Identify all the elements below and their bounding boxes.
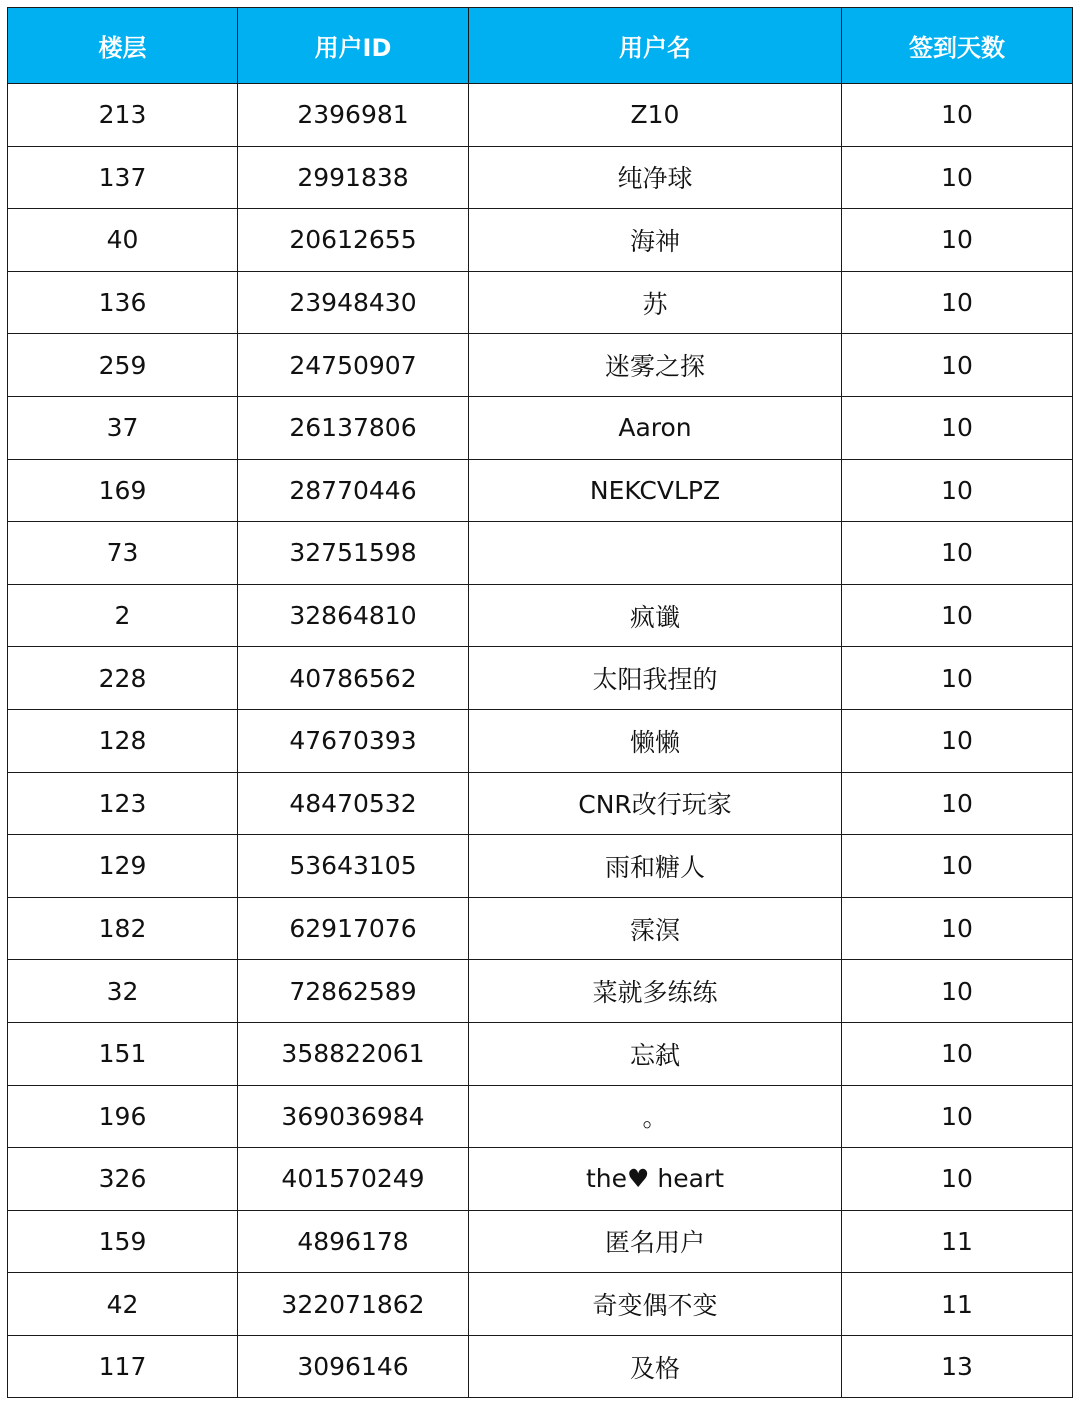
table-row — [8, 1273, 1073, 1336]
cell-username: 奇变偶不变 — [469, 1273, 842, 1336]
cell-floor: 213 — [8, 84, 238, 147]
cell-floor: 73 — [8, 522, 238, 585]
cell-username: CNR改行玩家 — [469, 772, 842, 835]
cell-user-id: 2396981 — [238, 84, 469, 147]
cell-sign-in-days: 10 — [842, 1085, 1073, 1148]
table-row — [8, 84, 1073, 147]
cell-user-id: 322071862 — [238, 1273, 469, 1336]
table-row — [8, 709, 1073, 772]
cell-floor: 32 — [8, 960, 238, 1023]
table-row — [8, 1148, 1073, 1211]
table-row — [8, 271, 1073, 334]
cell-user-id: 47670393 — [238, 709, 469, 772]
cell-sign-in-days: 10 — [842, 835, 1073, 898]
cell-username: 懒懒 — [469, 709, 842, 772]
cell-user-id: 23948430 — [238, 271, 469, 334]
table-row — [8, 459, 1073, 522]
cell-user-id: 28770446 — [238, 459, 469, 522]
cell-sign-in-days: 11 — [842, 1210, 1073, 1273]
cell-floor: 259 — [8, 334, 238, 397]
table-row — [8, 584, 1073, 647]
sign-in-table — [7, 7, 1073, 1398]
cell-username: 疯谶 — [469, 584, 842, 647]
cell-sign-in-days: 10 — [842, 647, 1073, 710]
cell-sign-in-days: 10 — [842, 396, 1073, 459]
cell-floor: 37 — [8, 396, 238, 459]
cell-user-id: 358822061 — [238, 1022, 469, 1085]
cell-floor: 196 — [8, 1085, 238, 1148]
cell-username: Z10 — [469, 84, 842, 147]
cell-user-id: 401570249 — [238, 1148, 469, 1211]
cell-username: 海神 — [469, 209, 842, 272]
cell-floor: 2 — [8, 584, 238, 647]
cell-user-id: 32751598 — [238, 522, 469, 585]
cell-username: Aaron — [469, 396, 842, 459]
cell-username: 。 — [469, 1085, 842, 1148]
cell-sign-in-days: 10 — [842, 334, 1073, 397]
table-header — [8, 8, 1073, 84]
cell-username: the♥ heart — [469, 1148, 842, 1211]
cell-sign-in-days: 10 — [842, 84, 1073, 147]
cell-floor: 42 — [8, 1273, 238, 1336]
cell-floor: 159 — [8, 1210, 238, 1273]
cell-floor: 128 — [8, 709, 238, 772]
cell-user-id: 26137806 — [238, 396, 469, 459]
cell-floor: 326 — [8, 1148, 238, 1211]
cell-sign-in-days: 10 — [842, 209, 1073, 272]
cell-floor: 137 — [8, 146, 238, 209]
cell-sign-in-days: 13 — [842, 1335, 1073, 1398]
cell-sign-in-days: 10 — [842, 1022, 1073, 1085]
table-row — [8, 960, 1073, 1023]
cell-username: 雨和糖人 — [469, 835, 842, 898]
table-body — [8, 84, 1073, 1398]
cell-username: 菜就多练练 — [469, 960, 842, 1023]
cell-user-id: 48470532 — [238, 772, 469, 835]
header-row — [8, 8, 1073, 84]
table-row — [8, 334, 1073, 397]
table-row — [8, 1210, 1073, 1273]
cell-user-id: 369036984 — [238, 1085, 469, 1148]
table-row — [8, 1022, 1073, 1085]
cell-user-id: 4896178 — [238, 1210, 469, 1273]
table-row — [8, 897, 1073, 960]
cell-floor: 136 — [8, 271, 238, 334]
cell-floor: 169 — [8, 459, 238, 522]
cell-user-id: 40786562 — [238, 647, 469, 710]
cell-user-id: 62917076 — [238, 897, 469, 960]
cell-username: 太阳我捏的 — [469, 647, 842, 710]
cell-user-id: 32864810 — [238, 584, 469, 647]
cell-floor: 182 — [8, 897, 238, 960]
cell-floor: 117 — [8, 1335, 238, 1398]
cell-username: 苏 — [469, 271, 842, 334]
header-username: 用户名 — [469, 8, 842, 84]
cell-username: NEKCVLPZ — [469, 459, 842, 522]
cell-sign-in-days: 10 — [842, 146, 1073, 209]
cell-sign-in-days: 10 — [842, 897, 1073, 960]
table-row — [8, 209, 1073, 272]
cell-user-id: 53643105 — [238, 835, 469, 898]
cell-floor: 151 — [8, 1022, 238, 1085]
table-row — [8, 522, 1073, 585]
cell-user-id: 2991838 — [238, 146, 469, 209]
table-row — [8, 1335, 1073, 1398]
sign-in-table-container — [7, 7, 1072, 1398]
cell-sign-in-days: 10 — [842, 522, 1073, 585]
cell-username: 迷雾之探 — [469, 334, 842, 397]
cell-username: 霂溟 — [469, 897, 842, 960]
cell-sign-in-days: 10 — [842, 459, 1073, 522]
cell-sign-in-days: 10 — [842, 772, 1073, 835]
header-floor: 楼层 — [8, 8, 238, 84]
table-row — [8, 146, 1073, 209]
cell-user-id: 24750907 — [238, 334, 469, 397]
cell-sign-in-days: 10 — [842, 584, 1073, 647]
cell-user-id: 72862589 — [238, 960, 469, 1023]
table-row — [8, 1085, 1073, 1148]
cell-floor: 40 — [8, 209, 238, 272]
cell-sign-in-days: 10 — [842, 271, 1073, 334]
table-row — [8, 772, 1073, 835]
cell-username: 及格 — [469, 1335, 842, 1398]
cell-floor: 129 — [8, 835, 238, 898]
header-sign-in-days: 签到天数 — [842, 8, 1073, 84]
cell-username: 纯净球 — [469, 146, 842, 209]
cell-floor: 228 — [8, 647, 238, 710]
table-row — [8, 647, 1073, 710]
cell-username: 匿名用户 — [469, 1210, 842, 1273]
cell-username: 忘弑 — [469, 1022, 842, 1085]
cell-sign-in-days: 10 — [842, 960, 1073, 1023]
cell-user-id: 3096146 — [238, 1335, 469, 1398]
table-row — [8, 396, 1073, 459]
cell-sign-in-days: 10 — [842, 709, 1073, 772]
table-row — [8, 835, 1073, 898]
cell-sign-in-days: 11 — [842, 1273, 1073, 1336]
cell-floor: 123 — [8, 772, 238, 835]
cell-username — [469, 522, 842, 585]
cell-user-id: 20612655 — [238, 209, 469, 272]
cell-sign-in-days: 10 — [842, 1148, 1073, 1211]
header-user-id: 用户ID — [238, 8, 469, 84]
